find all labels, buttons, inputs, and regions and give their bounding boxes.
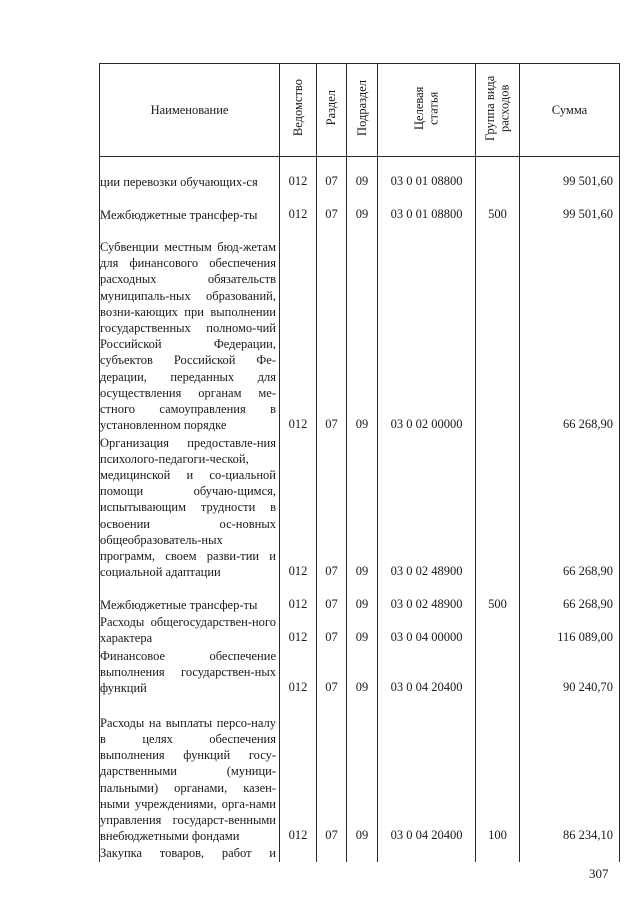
table-row [100, 614, 620, 647]
table-row [100, 157, 620, 191]
row-sum: 66 268,90 [520, 581, 620, 614]
row-dept: 012 [280, 157, 317, 191]
row-name: Субвенции местным бюд-жетам для финансового обеспечения расходных обязательств муниципаль-ных образований, возни-кающих при выполнении государственных полномо-чий Российской Федерации, субъектов Российской Фе-дерации, переданных для осуществления органам ме-стного самоуправления в установленном порядке [100, 224, 280, 434]
table-row [100, 224, 620, 434]
row-target: 03 0 02 48900 [378, 434, 476, 581]
header-sum: Сумма [520, 64, 620, 157]
row-group [476, 647, 520, 697]
header-group: Группа вида расходов [476, 64, 520, 157]
row-sum: 90 240,70 [520, 647, 620, 697]
row-target: 03 0 01 08800 [378, 157, 476, 191]
table-header-row [100, 64, 620, 157]
header-name: Наименование [100, 64, 280, 157]
row-group [476, 224, 520, 434]
row-dept: 012 [280, 434, 317, 581]
row-sub: 09 [347, 191, 378, 224]
row-target: 03 0 01 08800 [378, 191, 476, 224]
header-subsection: Подраздел [347, 64, 378, 157]
table-row [100, 697, 620, 845]
row-name: Организация предоставле-ния психолого-педагоги-ческой, медицинской и со-циальной помощи обучаю-щимся, испытывающим трудности в освоении ос-новных общеобразователь-ных программ, своем разви-тии и социальной адаптации [100, 434, 280, 581]
row-section: 07 [317, 614, 347, 647]
row-group: 500 [476, 581, 520, 614]
row-group: 500 [476, 191, 520, 224]
row-section [317, 845, 347, 862]
row-target [378, 845, 476, 862]
row-section: 07 [317, 581, 347, 614]
row-section: 07 [317, 697, 347, 845]
row-sub: 09 [347, 434, 378, 581]
row-sub: 09 [347, 614, 378, 647]
table-row [100, 434, 620, 581]
row-section: 07 [317, 434, 347, 581]
row-name: Расходы общегосударствен-ного характера [100, 614, 280, 647]
row-target: 03 0 02 48900 [378, 581, 476, 614]
row-target: 03 0 04 20400 [378, 647, 476, 697]
row-group [476, 845, 520, 862]
row-sum: 66 268,90 [520, 224, 620, 434]
row-target: 03 0 04 00000 [378, 614, 476, 647]
row-group [476, 434, 520, 581]
row-group [476, 614, 520, 647]
row-target: 03 0 02 00000 [378, 224, 476, 434]
row-target: 03 0 04 20400 [378, 697, 476, 845]
row-sub: 09 [347, 697, 378, 845]
row-sum: 86 234,10 [520, 697, 620, 845]
row-sub [347, 845, 378, 862]
row-sum [520, 845, 620, 862]
row-sum: 66 268,90 [520, 434, 620, 581]
row-sub: 09 [347, 647, 378, 697]
header-target: Целевая статья [378, 64, 476, 157]
row-sub: 09 [347, 224, 378, 434]
row-section: 07 [317, 191, 347, 224]
budget-table [99, 63, 620, 862]
row-dept: 012 [280, 224, 317, 434]
table-row [100, 845, 620, 862]
row-group [476, 157, 520, 191]
row-name: Межбюджетные трансфер-ты [100, 581, 280, 614]
row-dept: 012 [280, 581, 317, 614]
row-name: Межбюджетные трансфер-ты [100, 191, 280, 224]
row-dept: 012 [280, 614, 317, 647]
row-group: 100 [476, 697, 520, 845]
header-section: Раздел [317, 64, 347, 157]
row-name: Финансовое обеспечение выполнения государствен-ных функций [100, 647, 280, 697]
row-dept: 012 [280, 647, 317, 697]
row-sum: 99 501,60 [520, 157, 620, 191]
row-section: 07 [317, 224, 347, 434]
row-section: 07 [317, 647, 347, 697]
page-number: 307 [589, 866, 609, 881]
row-sub: 09 [347, 157, 378, 191]
row-name: ции перевозки обучающих-ся [100, 157, 280, 191]
header-dept: Ведомство [280, 64, 317, 157]
row-sum: 116 089,00 [520, 614, 620, 647]
row-dept [280, 845, 317, 862]
row-dept: 012 [280, 191, 317, 224]
row-dept: 012 [280, 697, 317, 845]
row-name: Расходы на выплаты персо-налу в целях обеспечения выполнения функций госу-дарственными (муници-пальными) органами, казен-ными учреждениями, орга-нами управления государст-венными внебюджетными фондами [100, 697, 280, 845]
row-section: 07 [317, 157, 347, 191]
row-sum: 99 501,60 [520, 191, 620, 224]
row-sub: 09 [347, 581, 378, 614]
row-name: Закупка товаров, работ и [100, 845, 280, 862]
table-row [100, 191, 620, 224]
table-row [100, 647, 620, 697]
table-row [100, 581, 620, 614]
